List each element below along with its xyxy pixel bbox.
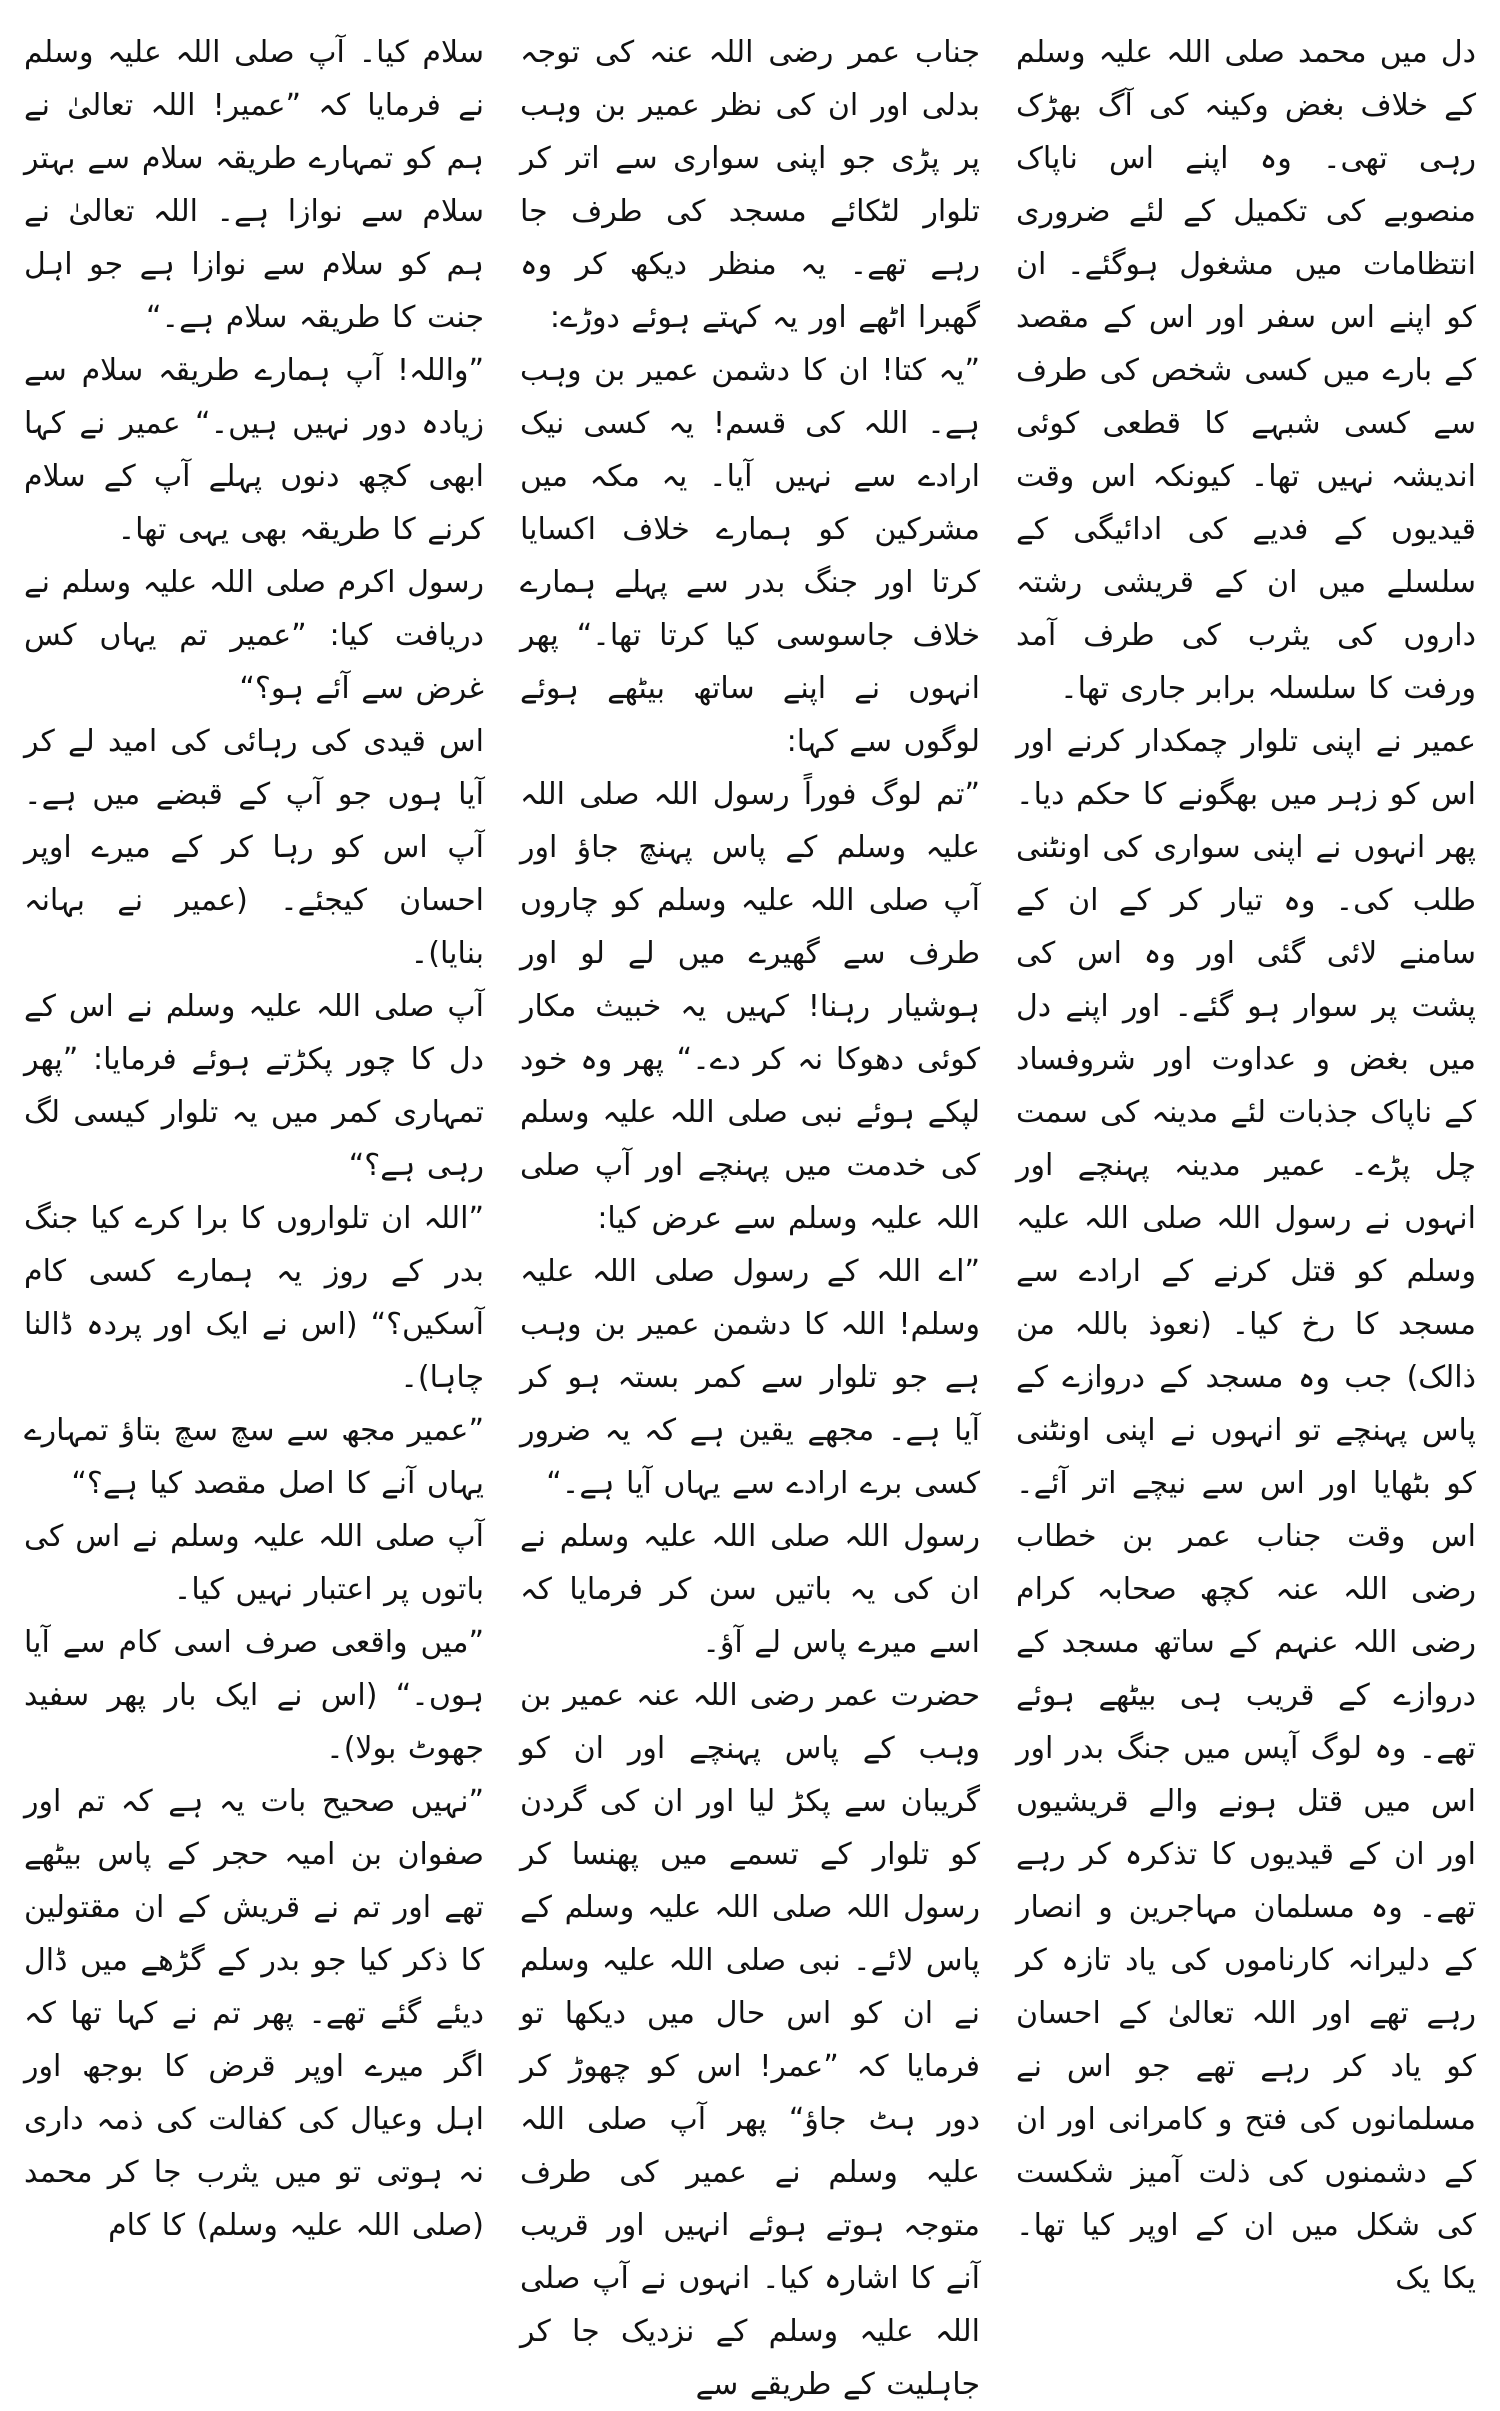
column-left (24, 26, 484, 2243)
paragraph: ”نہیں صحیح بات یہ ہے کہ تم اور صفوان بن امیہ حجر کے پاس بیٹھے تھے اور تم نے قریش کے ان مقتولین کا ذکر کیا جو بدر کے گڑھے میں ڈال دیئے گئے تھے۔ پھر تم نے کہا تھا کہ اگر میرے اوپر قرض کا بوجھ اور اہل وعیال کی کفالت کی ذمہ داری نہ ہوتی تو میں یثرب جا کر محمد (صلی اللہ علیہ وسلم) کا کام (24, 1784, 484, 2243)
paragraph: ”اے اللہ کے رسول صلی اللہ علیہ وسلم! اللہ کا دشمن عمیر بن وہب ہے جو تلوار سے کمر بستہ ہو کر آیا ہے۔ مجھے یقین ہے کہ یہ ضرور کسی برے ارادے سے یہاں آیا ہے۔“ (520, 1254, 980, 1501)
paragraph: آپ صلی اللہ علیہ وسلم نے اس کے دل کا چور پکڑتے ہوئے فرمایا: ”پھر تمہاری کمر میں یہ تلوار کیسی لگ رہی ہے؟“ (24, 989, 484, 1183)
paragraph: ”تم لوگ فوراً رسول اللہ صلی اللہ علیہ وسلم کے پاس پہنچ جاؤ اور آپ صلی اللہ علیہ وسلم کو چاروں طرف سے گھیرے میں لے لو اور ہوشیار رہنا! کہیں یہ خبیث مکار کوئی دھوکا نہ کر دے۔“ پھر وہ خود لپکے ہوئے نبی صلی اللہ علیہ وسلم کی خدمت میں پہنچے اور آپ صلی اللہ علیہ وسلم سے عرض کیا: (520, 777, 980, 1236)
paragraph: ”واللہ! آپ ہمارے طریقہ سلام سے زیادہ دور نہیں ہیں۔“ عمیر نے کہا ابھی کچھ دنوں پہلے آپ کے سلام کرنے کا طریقہ بھی یہی تھا۔ (24, 353, 484, 547)
column-middle (520, 26, 980, 2402)
paragraph: ”عمیر مجھ سے سچ سچ بتاؤ تمہارے یہاں آنے کا اصل مقصد کیا ہے؟“ (24, 1413, 484, 1501)
paragraph: دل میں محمد صلی اللہ علیہ وسلم کے خلاف بغض وکینہ کی آگ بھڑک رہی تھی۔ وہ اپنے اس ناپاک منصوبے کی تکمیل کے لئے ضروری انتظامات میں مشغول ہوگئے۔ ان کو اپنے اس سفر اور اس کے مقصد کے بارے میں کسی شخص کی طرف سے کسی شبہے کا قطعی کوئی اندیشہ نہیں تھا۔ کیونکہ اس وقت قیدیوں کے فدیے کی ادائیگی کے سلسلے میں ان کے قریشی رشتہ داروں کی یثرب کی طرف آمد ورفت کا سلسلہ برابر جاری تھا۔ (1016, 35, 1476, 706)
paragraph: جناب عمر رضی اللہ عنہ کی توجہ بدلی اور ان کی نظر عمیر بن وہب پر پڑی جو اپنی سواری سے اتر کر تلوار لٹکائے مسجد کی طرف جا رہے تھے۔ یہ منظر دیکھ کر وہ گھبرا اٹھے اور یہ کہتے ہوئے دوڑے: (520, 35, 980, 335)
paragraph: رسول اللہ صلی اللہ علیہ وسلم نے ان کی یہ باتیں سن کر فرمایا کہ اسے میرے پاس لے آؤ۔ (520, 1519, 980, 1660)
newspaper-page (24, 26, 1476, 2402)
paragraph: ”میں واقعی صرف اسی کام سے آیا ہوں۔“ (اس نے ایک بار پھر سفید جھوٹ بولا)۔ (24, 1625, 484, 1766)
paragraph: سلام کیا۔ آپ صلی اللہ علیہ وسلم نے فرمایا کہ ”عمیر! اللہ تعالیٰ نے ہم کو تمہارے طریقہ سلام سے بہتر سلام سے نوازا ہے۔ اللہ تعالیٰ نے ہم کو سلام سے نوازا ہے جو اہل جنت کا طریقہ سلام ہے۔“ (24, 35, 484, 335)
column-right (1016, 26, 1476, 2296)
paragraph: ”اللہ ان تلواروں کا برا کرے کیا جنگ بدر کے روز یہ ہمارے کسی کام آسکیں؟“ (اس نے ایک اور پردہ ڈالنا چاہا)۔ (24, 1201, 484, 1395)
paragraph: حضرت عمر رضی اللہ عنہ عمیر بن وہب کے پاس پہنچے اور ان کو گریبان سے پکڑ لیا اور ان کی گردن کو تلوار کے تسمے میں پھنسا کر رسول اللہ صلی اللہ علیہ وسلم کے پاس لائے۔ نبی صلی اللہ علیہ وسلم نے ان کو اس حال میں دیکھا تو فرمایا کہ ”عمر! اس کو چھوڑ کر دور ہٹ جاؤ“ پھر آپ صلی اللہ علیہ وسلم نے عمیر کی طرف متوجہ ہوتے ہوئے انہیں اور قریب آنے کا اشارہ کیا۔ انہوں نے آپ صلی اللہ علیہ وسلم کے نزدیک جا کر جاہلیت کے طریقے سے (520, 1678, 980, 2402)
paragraph: آپ صلی اللہ علیہ وسلم نے اس کی باتوں پر اعتبار نہیں کیا۔ (24, 1519, 484, 1607)
paragraph: ”یہ کتا! ان کا دشمن عمیر بن وہب ہے۔ اللہ کی قسم! یہ کسی نیک ارادے سے نہیں آیا۔ یہ مکہ میں مشرکین کو ہمارے خلاف اکسایا کرتا اور جنگ بدر سے پہلے ہمارے خلاف جاسوسی کیا کرتا تھا۔“ پھر انہوں نے اپنے ساتھ بیٹھے ہوئے لوگوں سے کہا: (520, 353, 980, 759)
paragraph: عمیر نے اپنی تلوار چمکدار کرنے اور اس کو زہر میں بھگونے کا حکم دیا۔ پھر انہوں نے اپنی سواری کی اونٹنی طلب کی۔ وہ تیار کر کے ان کے سامنے لائی گئی اور وہ اس کی پشت پر سوار ہو گئے۔ اور اپنے دل میں بغض و عداوت اور شروفساد کے ناپاک جذبات لئے مدینہ کی سمت چل پڑے۔ عمیر مدینہ پہنچے اور انہوں نے رسول اللہ صلی اللہ علیہ وسلم کو قتل کرنے کے ارادے سے مسجد کا رخ کیا۔ (نعوذ باللہ من ذالک) جب وہ مسجد کے دروازے کے پاس پہنچے تو انہوں نے اپنی اونٹنی کو بٹھایا اور اس سے نیچے اتر آئے۔ اس وقت جناب عمر بن خطاب رضی اللہ عنہ کچھ صحابہ کرام رضی اللہ عنہم کے ساتھ مسجد کے دروازے کے قریب ہی بیٹھے ہوئے تھے۔ وہ لوگ آپس میں جنگ بدر اور اس میں قتل ہونے والے قریشیوں اور ان کے قیدیوں کا تذکرہ کر رہے تھے۔ وہ مسلمان مہاجرین و انصار کے دلیرانہ کارناموں کی یاد تازہ کر رہے تھے اور اللہ تعالیٰ کے احسان کو یاد کر رہے تھے جو اس نے مسلمانوں کی فتح و کامرانی اور ان کے دشمنوں کی ذلت آمیز شکست کی شکل میں ان کے اوپر کیا تھا۔ یکا یک (1016, 724, 1476, 2296)
paragraph: رسول اکرم صلی اللہ علیہ وسلم نے دریافت کیا: ”عمیر تم یہاں کس غرض سے آئے ہو؟“ (24, 565, 484, 706)
paragraph: اس قیدی کی رہائی کی امید لے کر آیا ہوں جو آپ کے قبضے میں ہے۔ آپ اس کو رہا کر کے میرے اوپر احسان کیجئے۔ (عمیر نے بہانہ بنایا)۔ (24, 724, 484, 971)
